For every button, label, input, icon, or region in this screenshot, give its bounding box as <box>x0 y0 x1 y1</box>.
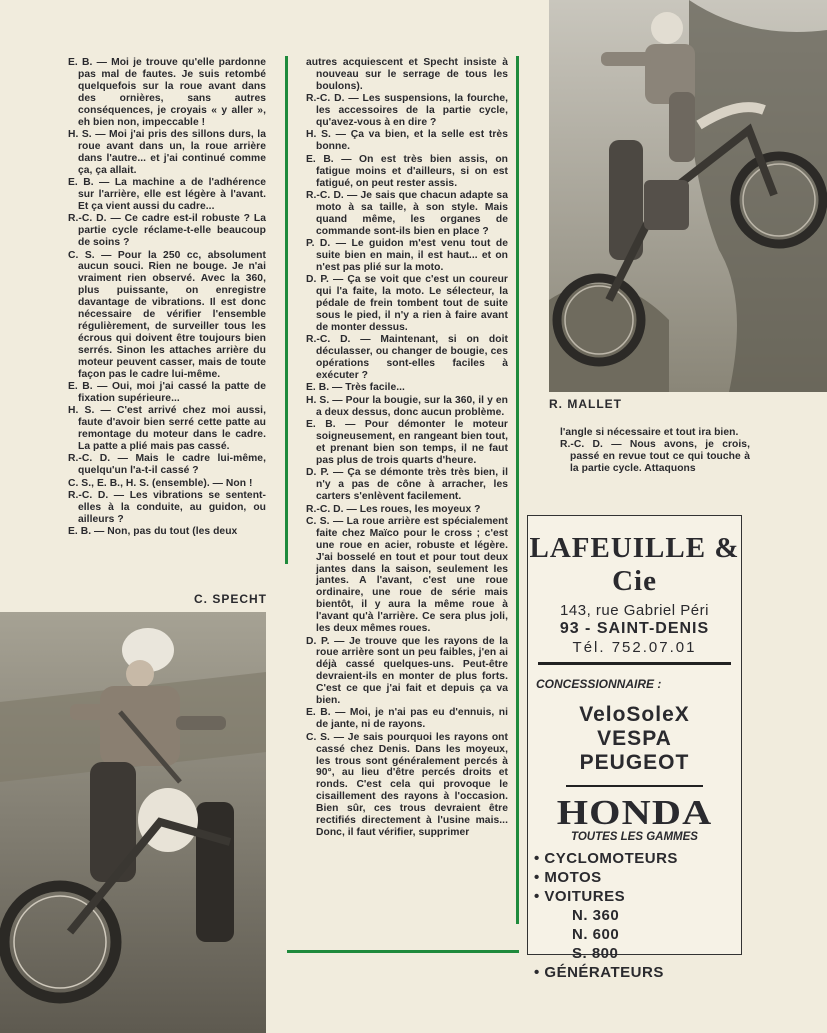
paragraph: l'angle si nécessaire et tout ira bien. <box>560 427 739 438</box>
green-rule-bottom <box>287 950 519 953</box>
article-column-3 <box>560 427 750 476</box>
company-name: LAFEUILLE & Cie <box>529 532 740 597</box>
paragraph: C. S. — Je sais pourquoi les rayons ont cassé chez Denis. Dans les moyeux, les trous sont généralement percés à 90°, au lieu d'être percés droits et ronds. C'est cela qui provoque le cisaillement des rayons à l'occasion. Bien sûr, ces trous devraient être rectifiés directement à l'usine mais... Donc, il faut vérifier, supprimer <box>306 731 508 838</box>
caption-specht: C. SPECHT <box>194 592 268 606</box>
paragraph: R.-C. D. — Les roues, les moyeux ? <box>306 503 481 515</box>
list-item: • CYCLOMOTEURS <box>534 849 678 867</box>
paragraph: C. S. — La roue arrière est spécialement faite chez Maïco pour le cross ; c'est une roue en acier, robuste et légère. J'ai bosselé en tout et pour tout deux jantes dans la saison, seulement les jantes. A l'avant, c'est une roue ordinaire, une roue de série mais bientôt, il y aura la même roue à l'avant qu'à l'arrière. Ce sera plus joli, les deux mêmes roues. <box>306 515 508 635</box>
concession-label: CONCESSIONNAIRE : <box>536 677 662 691</box>
rider-track-illustration <box>0 612 266 1033</box>
list-item-model: S. 800 <box>572 944 619 962</box>
rider-jump-illustration <box>549 0 827 392</box>
advertisement-lafeuille <box>527 515 742 981</box>
paragraph: R.-C. D. — Maintenant, si on doit déculasser, ou changer de bougie, ces opérations sont-elles faciles à exécuter ? <box>306 334 508 382</box>
company-address: 143, rue Gabriel Péri <box>560 602 709 619</box>
paragraph: C. S. — Pour la 250 cc, absolument aucun souci. Rien ne bouge. Je n'ai vraiment rien observé. Avec la 360, plus puissante, on enregistre davantage de vibrations. Il est donc nécessaire de vérifier l'ensemble régulièrement, de surveiller tous les écrous qui doivent être toujours bien serrés. Sinon les attaches arrière du moteur peuvent casser, mais de toute façon pas le cadre lui-même. <box>68 249 266 380</box>
paragraph: E. B. — La machine a de l'adhérence sur l'arrière, elle est légère à l'avant. Et ça vient aussi du cadre... <box>68 177 266 212</box>
paragraph: R.-C. D. — Mais le cadre lui-même, quelqu'un l'a-t-il cassé ? <box>68 453 266 477</box>
paragraph: R.-C. D. — Les vibrations se sentent-elles à la conduite, au guidon, ou ailleurs ? <box>68 490 266 525</box>
brand-peugeot: PEUGEOT <box>579 751 690 774</box>
list-item-model: N. 600 <box>572 925 620 943</box>
caption-mallet: R. MALLET <box>549 397 622 411</box>
divider <box>538 662 731 665</box>
brand-velosolex: VeloSoleX <box>579 703 690 726</box>
paragraph: H. S. — Ça va bien, et la selle est très bonne. <box>306 129 508 153</box>
paragraph: E. B. — Oui, moi j'ai cassé la patte de fixation supérieure... <box>68 380 266 404</box>
paragraph: E. B. — On est très bien assis, on fatigue moins et d'ailleurs, si on est fatigué, on peut rester assis. <box>306 153 508 189</box>
paragraph: E. B. — Très facile... <box>306 382 405 394</box>
paragraph: H. S. — Pour la bougie, sur la 360, il y en a deux dessus, donc aucun problème. <box>306 394 508 418</box>
paragraph: R.-C. D. — Je sais que chacun adapte sa moto à sa taille, à son style. Mais quand même, les organes de commande sont-ils bien en place ? <box>306 189 508 237</box>
article-column-2 <box>306 57 508 839</box>
paragraph: D. P. — Ça se voit que c'est un coureur qui l'a faite, la moto. Le sélecteur, la pédale de frein tombent tout de suite sous le pied, il n'y a rien à faire avant de monter dessus. <box>306 274 508 333</box>
brand-honda: HONDA <box>556 792 713 832</box>
honda-range-label: TOUTES LES GAMMES <box>571 830 698 843</box>
paragraph: R.-C. D. — Nous avons, je crois, passé en revue tout ce qui touche à la partie cycle. Attaquons <box>560 439 750 475</box>
list-item-model: N. 360 <box>572 906 620 924</box>
list-item: • MOTOS <box>534 868 602 886</box>
article-column-1 <box>68 57 266 539</box>
company-city: 93 - SAINT-DENIS <box>559 620 710 637</box>
company-phone: Tél. 752.07.01 <box>572 639 697 656</box>
paragraph: R.-C. D. — Les suspensions, la fourche, les accessoires de la partie cycle, qu'avez-vous à en dire ? <box>306 93 508 129</box>
list-item: • GÉNÉRATEURS <box>534 963 664 981</box>
paragraph: autres acquiescent et Specht insiste à nouveau sur le serrage de tous les boulons). <box>306 57 508 92</box>
paragraph: R.-C. D. — Ce cadre est-il robuste ? La partie cycle réclame-t-elle beaucoup de soins ? <box>68 213 266 249</box>
paragraph: D. P. — Ça se démonte très très bien, il n'y a pas de cône à arracher, les carters s'enlèvent facilement. <box>306 467 508 503</box>
divider <box>566 785 703 787</box>
photo-specht <box>0 612 266 1033</box>
paragraph: H. S. — C'est arrivé chez moi aussi, faute d'avoir bien serré cette patte au remontage du moteur dans le cadre. La patte a plié mais pas cassé. <box>68 405 266 452</box>
paragraph: E. B. — Moi, je n'ai pas eu d'ennuis, ni de jante, ni de rayons. <box>306 707 508 731</box>
paragraph: C. S., E. B., H. S. (ensemble). — Non ! <box>68 477 253 489</box>
list-item: • VOITURES <box>534 887 626 905</box>
green-rule-left <box>285 56 288 564</box>
paragraph: E. B. — Pour démonter le moteur soigneusement, en rangeant bien tout, et prenant bien son temps, il ne faut pas plus de trois quarts d'heure. <box>306 419 508 466</box>
paragraph: E. B. — Non, pas du tout (les deux <box>68 526 238 538</box>
paragraph: E. B. — Moi je trouve qu'elle pardonne pas mal de fautes. Je suis retombé quelquefois sur la roue avant dans des ornières, sans autres conséquences, je croyais « y aller », eh bien non, impeccable ! <box>68 57 266 128</box>
paragraph: D. P. — Je trouve que les rayons de la roue arrière sont un peu faibles, j'en ai déjà cassé quelques-uns. Peut-être devraient-ils en monter de plus forts. C'est ce que j'ai fait et depuis ça va bien. <box>306 635 508 707</box>
paragraph: H. S. — Moi j'ai pris des sillons durs, la roue avant dans un, la roue arrière dans l'autre... et j'ai continué comme ça, ça allait. <box>68 128 266 176</box>
product-list <box>534 849 741 982</box>
brand-vespa: VESPA <box>597 727 672 750</box>
photo-mallet <box>549 0 827 392</box>
paragraph: P. D. — Le guidon m'est venu tout de suite bien en main, il est haut... et on n'est pas plié sur la moto. <box>306 238 508 273</box>
